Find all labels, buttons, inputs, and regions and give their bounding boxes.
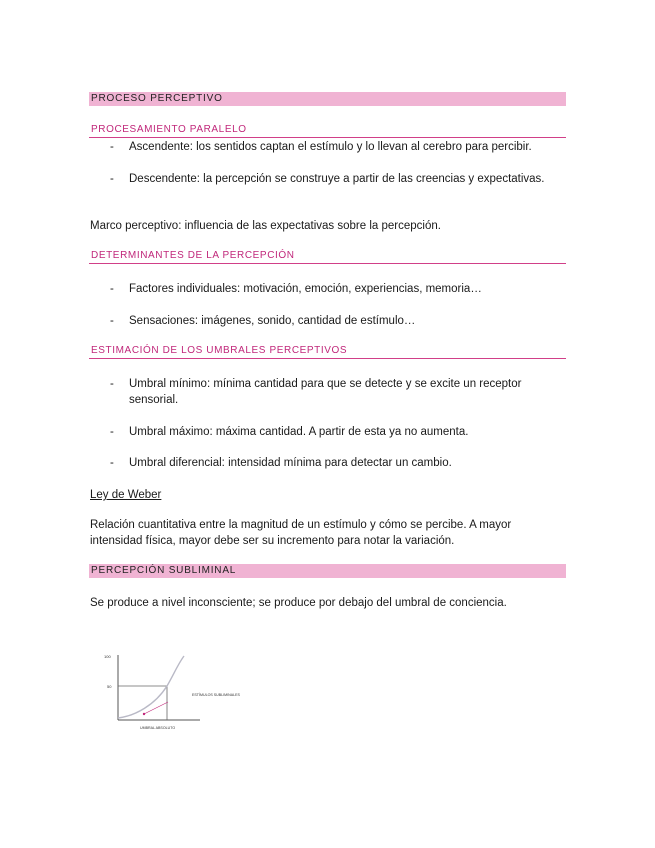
- paragraph-marco-perceptivo: Marco perceptivo: influencia de las expectativas sobre la percepción.: [90, 220, 441, 232]
- paragraph-subliminal: Se produce a nivel inconsciente; se produce por debajo del umbral de conciencia.: [90, 597, 507, 609]
- subliminal-threshold-figure: [100, 650, 260, 732]
- weber-heading: [90, 487, 560, 503]
- y-label-top: 100: [104, 654, 111, 659]
- list-item-text: Umbral mínimo: mínima cantidad para que se detecte y se excite un receptor sensorial.: [129, 378, 522, 406]
- list-item-text: Sensaciones: imágenes, sonido, cantidad de estímulo…: [129, 315, 416, 327]
- annotation-dot: [143, 713, 145, 715]
- list-item-text: Descendente: la percepción se construye a partir de las creencias y expectativas.: [129, 173, 545, 185]
- weber-title: Ley de Weber: [90, 489, 162, 501]
- subheading-procesamiento-paralelo: PROCESAMIENTO PARALELO: [89, 124, 566, 138]
- list-item-text: Ascendente: los sentidos captan el estímulo y lo llevan al cerebro para percibir.: [129, 141, 532, 153]
- bullet-dash: -: [110, 283, 114, 295]
- section-band-percepcion-subliminal: PERCEPCIÓN SUBLIMINAL: [89, 564, 566, 578]
- list-item-text: Umbral diferencial: intensidad mínima para detectar un cambio.: [129, 457, 452, 469]
- weber-paragraph: Relación cuantitativa entre la magnitud de un estímulo y cómo se percibe. A mayor intensidad física, mayor debe ser su incremento para notar la variación.: [90, 519, 512, 547]
- annotation-label: ESTÍMULOS SUBLIMINALES: [192, 693, 240, 697]
- bullet-dash: -: [110, 173, 114, 185]
- bullet-dash: -: [110, 457, 114, 469]
- list-item-text: Umbral máximo: máxima cantidad. A partir de esta ya no aumenta.: [129, 426, 469, 438]
- list-item-text: Factores individuales: motivación, emoción, experiencias, memoria…: [129, 283, 482, 295]
- bullet-dash: -: [110, 378, 114, 390]
- section-band-proceso-perceptivo: PROCESO PERCEPTIVO: [89, 92, 566, 106]
- y-label-mid: 50: [107, 684, 112, 689]
- bullet-dash: -: [110, 141, 114, 153]
- psychometric-curve: [118, 656, 184, 718]
- bullet-dash: -: [110, 315, 114, 327]
- x-label: UMBRAL ABSOLUTO: [140, 726, 176, 730]
- subheading-estimacion-umbrales: ESTIMACIÓN DE LOS UMBRALES PERCEPTIVOS: [89, 345, 566, 359]
- subheading-determinantes: DETERMINANTES DE LA PERCEPCIÓN: [89, 250, 566, 264]
- annotation-pointer: [144, 702, 168, 714]
- bullet-dash: -: [110, 426, 114, 438]
